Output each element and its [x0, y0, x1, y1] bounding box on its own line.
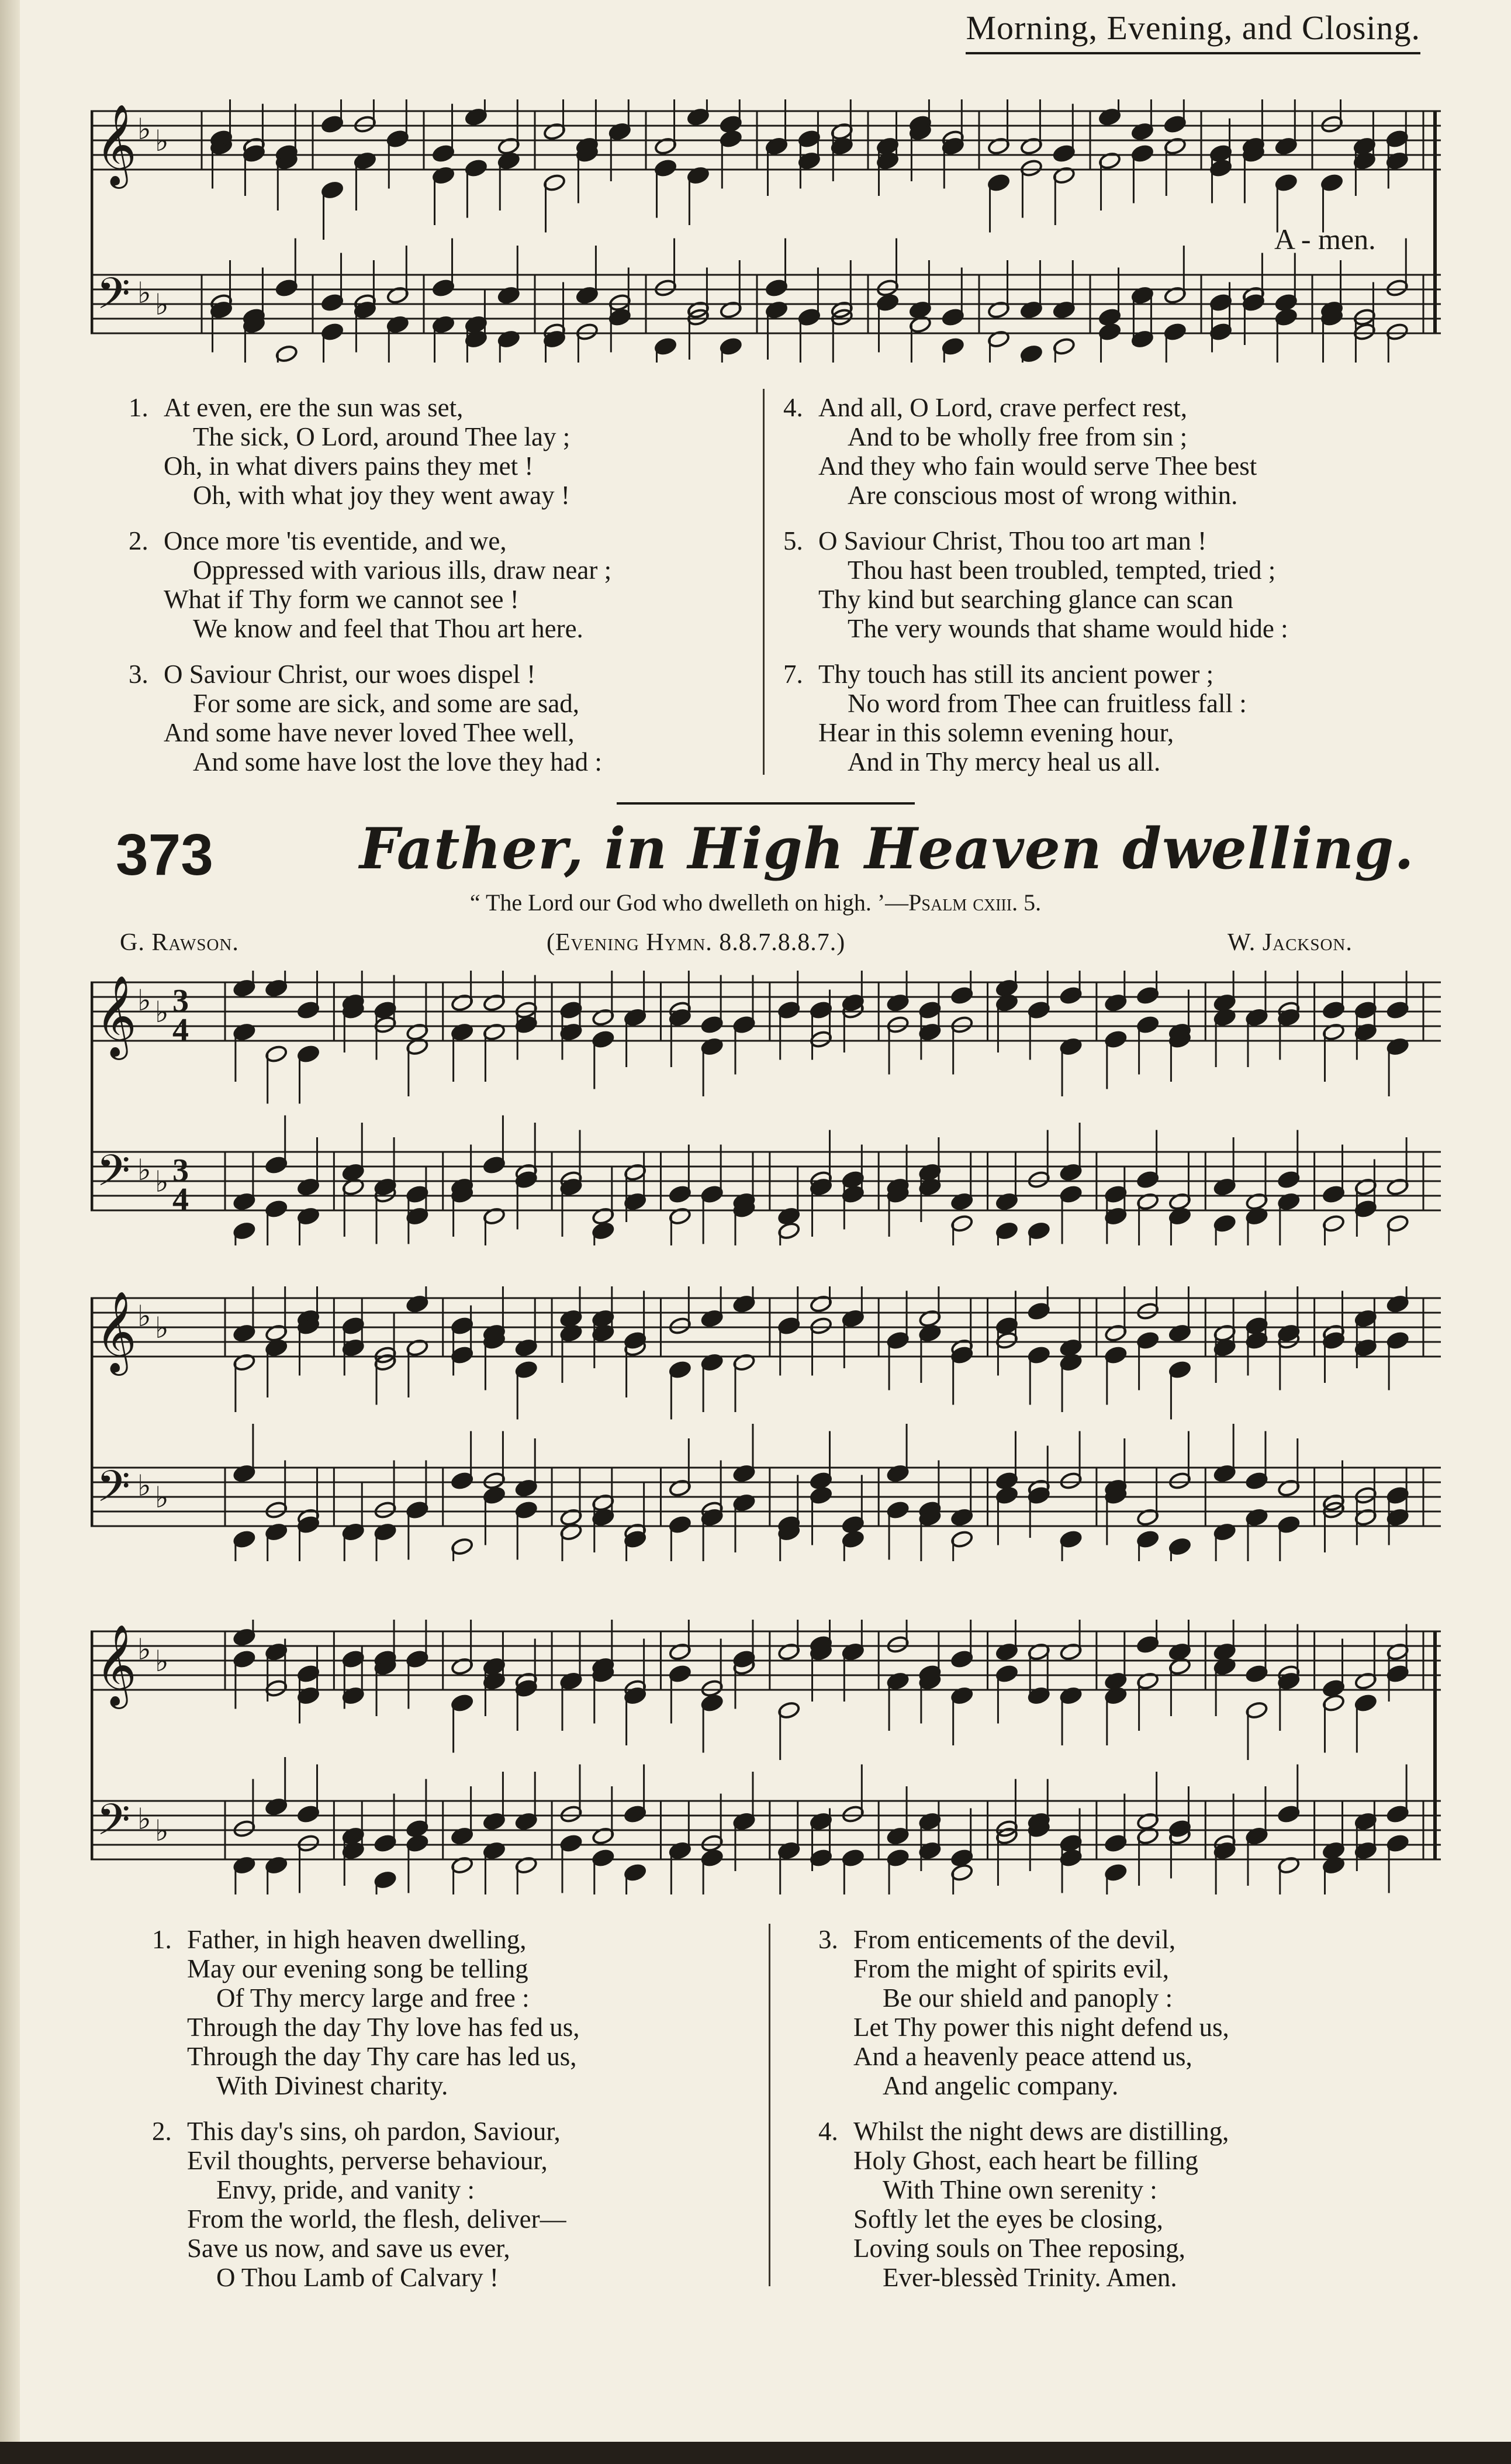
verse: 3. From enticements of the devil, From the might of spirits evil, Be our shield and panoply : Let Thy power this night defend us, And a heavenly peace attend us, And angelic company.	[818, 1925, 1229, 2100]
verse: 3. O Saviour Christ, our woes dispel ! For some are sick, and some are sad, And some have never loved Thee well, And some have lost the love they had :	[129, 660, 602, 777]
svg-text:♭: ♭	[137, 113, 151, 146]
svg-text:♭: ♭	[155, 996, 169, 1029]
hymn-verses-right	[818, 1925, 1229, 2308]
notation-marks	[202, 99, 1423, 363]
column-divider	[763, 389, 765, 775]
page-bottom-edge	[0, 2442, 1511, 2464]
composer: W. Jackson.	[1228, 929, 1353, 956]
svg-text:𝄢: 𝄢	[96, 1794, 130, 1856]
svg-text:𝄞: 𝄞	[95, 1291, 137, 1372]
svg-text:𝄢: 𝄢	[96, 268, 130, 330]
prev-hymn-verses-left	[129, 393, 611, 793]
hymn-title: Father, in High Heaven dwelling.	[359, 816, 1415, 882]
music-system-3	[91, 1620, 1441, 1894]
verse: 4. Whilst the night dews are distilling, Holy Ghost, each heart be filling With Thine own serenity : Softly let the eyes be closing, Loving souls on Thee reposing, Ever-blessèd Trinity. Amen.	[818, 2117, 1229, 2292]
svg-text:♭: ♭	[155, 1814, 169, 1847]
verse: 7. Thy touch has still its ancient power ; No word from Thee can fruitless fall : Hear in this solemn evening hour, And in Thy mercy heal us all.	[783, 660, 1247, 777]
svg-text:♭: ♭	[137, 277, 151, 309]
svg-text:♭: ♭	[155, 1645, 169, 1678]
svg-text:♭: ♭	[137, 1633, 151, 1666]
running-head: Morning, Evening, and Closing.	[966, 8, 1420, 54]
hymn-verses-left	[152, 1925, 580, 2308]
svg-text:♭: ♭	[155, 1481, 169, 1514]
epigraph-source: Psalm cxiii. 5.	[908, 889, 1042, 916]
amen-text: A - men.	[1274, 223, 1376, 256]
svg-text:𝄞: 𝄞	[95, 1624, 137, 1706]
svg-text:♭: ♭	[155, 288, 169, 321]
page-edge	[0, 0, 20, 2464]
svg-text:4: 4	[172, 1012, 189, 1048]
music-notation	[91, 99, 1441, 363]
svg-text:♭: ♭	[155, 125, 169, 157]
svg-text:𝄢: 𝄢	[96, 1461, 130, 1523]
svg-text:4: 4	[172, 1182, 189, 1218]
music-system-2	[91, 1286, 1441, 1561]
music-notation	[91, 971, 1441, 1245]
svg-text:♭: ♭	[155, 1312, 169, 1344]
prev-hymn-verses-right	[783, 393, 1288, 793]
svg-text:𝄢: 𝄢	[96, 1145, 130, 1207]
svg-text:♭: ♭	[137, 1803, 151, 1835]
verse: 5. O Saviour Christ, Thou too art man ! Thou hast been troubled, tempted, tried ; Thy kind but searching glance can scan The very wounds that shame would hide :	[783, 526, 1288, 643]
hymn-separator-rule	[617, 802, 915, 805]
svg-text:𝄞: 𝄞	[95, 975, 137, 1057]
author: G. Rawson.	[120, 929, 239, 956]
music-notation	[91, 1286, 1441, 1561]
verse: 1. Father, in high heaven dwelling, May our evening song be telling Of Thy mercy large and free : Through the day Thy love has fed us, Through the day Thy care has led us, With Divinest charity.	[152, 1925, 580, 2100]
verse: 2. Once more 'tis eventide, and we, Oppressed with various ills, draw near ; What if Thy form we cannot see ! We know and feel that Thou art here.	[129, 526, 612, 643]
music-notation	[91, 1620, 1441, 1894]
hymn-number: 373	[116, 822, 213, 888]
svg-text:♭: ♭	[155, 1165, 169, 1198]
svg-text:3: 3	[172, 983, 189, 1019]
svg-text:♭: ♭	[137, 1469, 151, 1502]
verse: 2. This day's sins, oh pardon, Saviour, Evil thoughts, perverse behaviour, Envy, pride, and vanity : From the world, the flesh, deliver— Save us now, and save us ever, O Thou Lamb of Calvary !	[152, 2117, 566, 2292]
svg-text:♭: ♭	[137, 1154, 151, 1186]
column-divider	[769, 1924, 770, 2286]
svg-text:♭: ♭	[137, 984, 151, 1017]
epigraph-text: “ The Lord our God who dwelleth on high. ’—	[469, 889, 909, 916]
svg-text:3: 3	[172, 1152, 189, 1189]
tune-name: (Evening Hymn. 8.8.7.8.8.7.)	[547, 929, 846, 956]
svg-text:♭: ♭	[137, 1300, 151, 1333]
verse: 1. At even, ere the sun was set, The sick, O Lord, around Thee lay ; Oh, in what divers pains they met ! Oh, with what joy they went away !	[129, 393, 570, 510]
epigraph	[0, 889, 1511, 916]
music-system-1	[91, 971, 1441, 1245]
svg-text:𝄞: 𝄞	[95, 104, 137, 185]
music-system-prev-hymn	[91, 99, 1441, 363]
verse: 4. And all, O Lord, crave perfect rest, And to be wholly free from sin ; And they who fain would serve Thee best Are conscious most of wrong within.	[783, 393, 1257, 510]
